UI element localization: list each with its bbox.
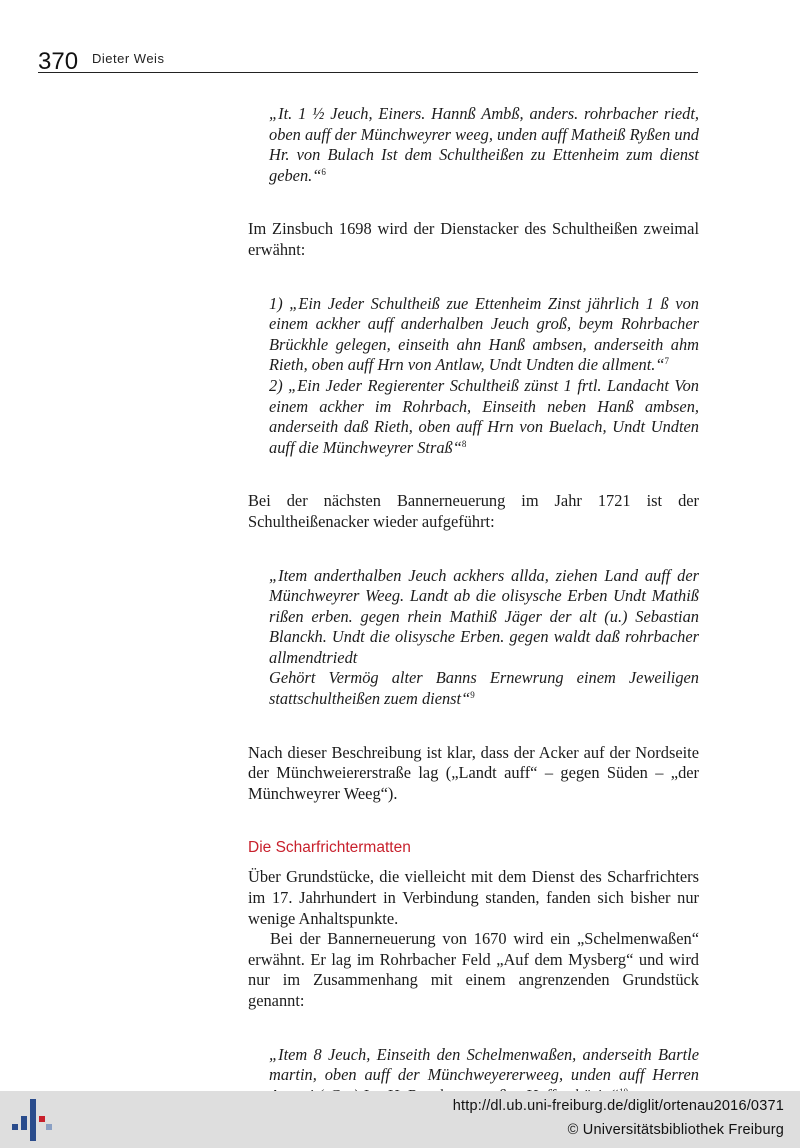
permalink-url[interactable]: http://dl.ub.uni-freiburg.de/diglit/ortenau2016/0371	[452, 1098, 784, 1114]
quote-block-3	[269, 566, 699, 710]
quote-text: „It. 1 ½ Jeuch, Einers. Hannß Ambß, anders. rohrbacher riedt, oben auff der Münchweyrer weeg, unden auff Matheiß Ryßen und Hr. von Bulach Ist dem Schultheißen zu Ettenheim zum dienst geben.“$^6$	[269, 104, 699, 185]
quote-item-2: 2) „Ein Jeder Regierenter Schultheiß zünst 1 frtl. Landacht Von einem ackher im Rohrbach, Einseith neben Hanß ambsen, anderseith daß Rieth, oben auff Hrn von Buelach, Undt Undten auff die Münchweyrer Straß“$^8$	[269, 375, 699, 457]
body-paragraph-zinsbuch: Im Zinsbuch 1698 wird der Dienstacker des Schultheißen zweimal erwähnt:	[248, 219, 699, 259]
body-paragraph-schelmenwassen: Bei der Bannerneuerung von 1670 wird ein „Schelmenwaßen“ erwähnt. Er lag im Rohrbacher Feld „Auf dem Mysberg“ und wird nur im Zusammenhang mit einem angrenzenden Grundstück genannt:	[248, 929, 699, 1010]
viewer-footer-bar	[0, 1091, 800, 1148]
body-paragraph-beschreibung: Nach dieser Beschreibung ist klar, dass der Acker auf der Nordseite der Münchweiererstraße lag („Landt auff“ – gegen Süden – „der Münchweyrer Weeg“).	[248, 742, 699, 803]
page-header	[38, 46, 698, 73]
ub-freiburg-logo-icon	[12, 1099, 52, 1141]
quote-line-2: Gehört Vermög alter Banns Ernewrung einem Jeweiligen stattschultheißen zuem dienst“$^9$	[269, 668, 699, 709]
body-paragraph-bannerneuerung: Bei der nächsten Bannerneuerung im Jahr 1721 ist der Schultheißenacker wieder aufgeführt:	[248, 491, 699, 531]
page-number: 370	[38, 48, 79, 75]
quote-item-1: 1) „Ein Jeder Schultheiß zue Ettenheim Zinst jährlich 1 ß von einem ackher auff anderhalben Jeuch groß, beym Rohrbacher Brückhle gelegen, einseith ahn Hanß ambsen, anderseith ahm Rieth, oben auff Hrn von Antlaw, Undt Undten die allment.“$^7$	[269, 293, 699, 375]
running-head-author: Dieter Weis	[92, 51, 165, 66]
footnote-ref[interactable]: 7	[664, 356, 669, 367]
quote-text: „Item 8 Jeuch, Einseith den Schelmenwaßen, anderseith Bartle martin, oben auff der Münchweyererweeg, unden auff Herren	[269, 1045, 699, 1107]
footnote-ref[interactable]: 6	[321, 166, 326, 177]
copyright-notice: © Universitätsbibliothek Freiburg	[567, 1122, 784, 1138]
quote-line-1: „Item anderthalben Jeuch ackhers allda, ziehen Land auff der Münchweyrer Weeg. Landt ab die olisysche Erben Undt Mathiß rißen erben. gegen rhein Mathiß Jäger der alt (u.) Sebastian Blanckh. Undt die olisysche Erben. gegen waldt daß rohrbacher allmendtriedt	[269, 565, 699, 667]
body-paragraph-grundstuecke: Über Grundstücke, die vielleicht mit dem Dienst des Scharfrichters im 17. Jahrhundert in Verbindung standen, fanden sich bisher nur wenige Anhaltspunkte.	[248, 867, 699, 928]
footnote-ref[interactable]: 9	[470, 690, 475, 701]
footnote-ref[interactable]: 8	[461, 438, 467, 449]
quote-block-1	[269, 104, 699, 186]
page-body	[248, 104, 699, 1106]
section-heading: Die Scharfrichtermatten	[248, 839, 411, 857]
quote-block-2	[269, 294, 699, 459]
